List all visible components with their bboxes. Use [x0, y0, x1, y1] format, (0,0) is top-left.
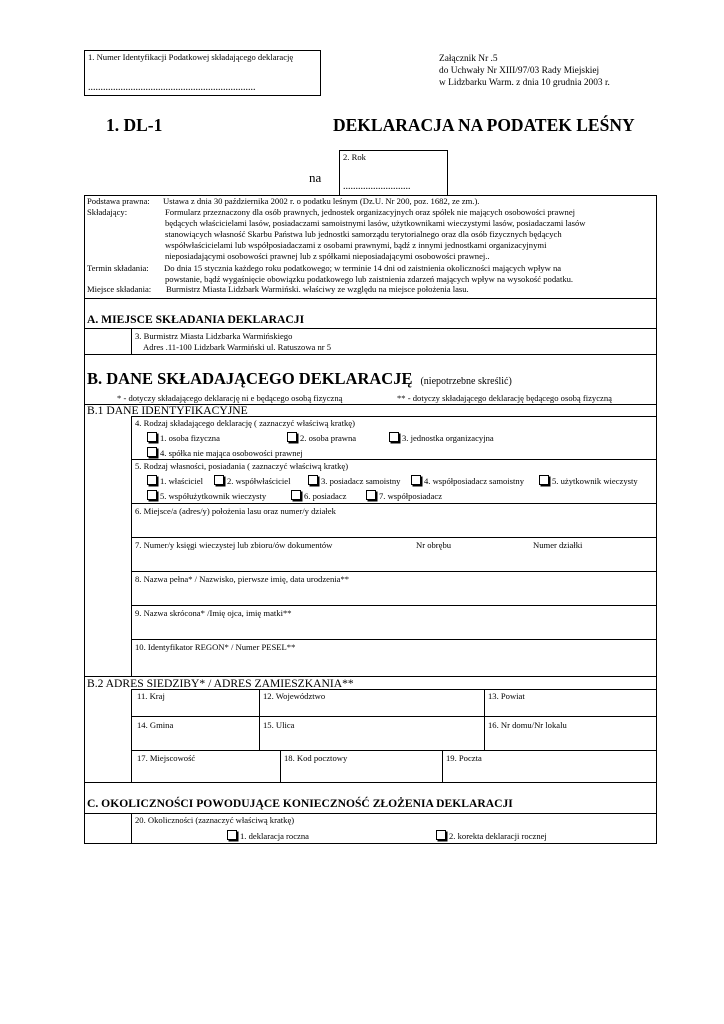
divider — [84, 782, 657, 783]
field-9-input[interactable] — [132, 619, 656, 639]
section-a-title: A. MIEJSCE SKŁADANIA DEKLARACJI — [87, 313, 305, 326]
checkbox-icon[interactable] — [147, 475, 157, 485]
field-6-input[interactable] — [132, 517, 656, 537]
termin-key: Termin składania: — [87, 263, 149, 273]
divider — [131, 537, 657, 538]
field-18-label: 18. Kod pocztowy — [284, 753, 348, 763]
skladajacy-line: Formularz przeznaczony dla osób prawnych, jednostek organizacyjnych oraz spółek nie mających osobowości prawnej — [165, 207, 576, 217]
field-16-label: 16. Nr domu/Nr lokalu — [488, 720, 567, 730]
legal-block — [87, 196, 655, 296]
divider — [259, 689, 260, 751]
nip-box — [84, 50, 321, 96]
skladajacy-line: będących właścicielami lasów, posiadaczami samoistnymi lasów, użytkownikami wieczystymi lasów, posiadaczami lasów — [165, 218, 586, 228]
divider — [131, 416, 657, 417]
divider — [131, 328, 132, 354]
option-jednostka-organizacyjna[interactable]: 3. jednostka organizacyjna — [389, 432, 494, 444]
field-13-label: 13. Powiat — [488, 691, 525, 701]
section-b-note-right: ** - dotyczy składającego deklarację będącego osobą fizyczną — [397, 393, 612, 403]
option-osoba-prawna[interactable]: 2. osoba prawna — [287, 432, 356, 444]
section-b-heading — [87, 369, 512, 389]
field-20-label: 20. Okoliczności (zaznaczyć właściwą kratkę) — [135, 815, 295, 825]
field-10-label: 10. Identyfikator REGON* / Numer PESEL** — [135, 642, 296, 652]
checkbox-icon[interactable] — [147, 432, 157, 442]
divider — [131, 689, 657, 690]
termin-line: powstanie, bądź wygaśnięcie obowiązku podatkowego lub zaistnienia zdarzeń mających wpływ na wysokość podatku. — [165, 274, 574, 284]
checkbox-icon[interactable] — [291, 490, 301, 500]
divider — [131, 459, 657, 460]
annex-note — [439, 53, 610, 89]
year-box — [339, 150, 448, 196]
field-10-input[interactable] — [132, 653, 656, 675]
option-wspolposiadacz-samoistny[interactable]: 4. współposiadacz samoistny — [411, 475, 524, 487]
section-b-title-note: (niepotrzebne skreślić) — [420, 376, 512, 387]
section-b-title: B. DANE SKŁADAJĄCEGO DEKLARACJĘ — [87, 369, 413, 388]
field-6-label: 6. Miejsce/a (adres/y) położenia lasu oraz numer/y działek — [135, 506, 336, 516]
divider — [131, 750, 657, 751]
field-9-label: 9. Nazwa skrócona* /Imię ojca, imię matki** — [135, 608, 292, 618]
option-uzytkownik-wieczysty[interactable]: 5. użytkownik wieczysty — [539, 475, 638, 487]
annex-line-3: w Lidzbarku Warm. z dnia 10 grudnia 2003 r. — [439, 78, 610, 88]
checkbox-icon[interactable] — [411, 475, 421, 485]
option-wlasciciel[interactable]: 1. właściciel — [147, 475, 203, 487]
checkbox-icon[interactable] — [539, 475, 549, 485]
option-wspolwlasciciel[interactable]: 2. współwłaściciel — [214, 475, 290, 487]
divider — [131, 639, 657, 640]
checkbox-icon[interactable] — [287, 432, 297, 442]
option-spolka[interactable]: 4. spółka nie mająca osobowości prawnej — [147, 447, 303, 459]
divider — [442, 750, 443, 782]
annex-line-1: Załącznik Nr .5 — [439, 54, 498, 64]
field-7-obreb: Nr obrębu — [416, 540, 452, 550]
nip-label: 1. Numer Identyfikacji Podatkowej składającego deklarację — [88, 52, 294, 62]
annex-line-2: do Uchwały Nr XIII/97/03 Rady Miejskiej — [439, 66, 600, 76]
form-title: DEKLARACJA NA PODATEK LEŚNY — [333, 115, 635, 135]
divider — [131, 503, 657, 504]
skladajacy-line: stanowiących własność Skarbu Państwa lub jednostki samorządu terytorialnego oraz dla osób fizycznych będących — [165, 229, 562, 239]
checkbox-icon[interactable] — [214, 475, 224, 485]
option-deklaracja-roczna[interactable]: 1. deklaracja roczna — [227, 830, 309, 842]
checkbox-icon[interactable] — [308, 475, 318, 485]
divider — [131, 716, 657, 717]
option-posiadacz[interactable]: 6. posiadacz — [291, 490, 346, 502]
podstawa-value: Ustawa z dnia 30 października 2002 r. o podatku leśnym (Dz.U. Nr 200, poz. 1682, ze zm.). — [163, 196, 480, 206]
field-15-label: 15. Ulica — [263, 720, 295, 730]
skladajacy-line: współwłaścicielami lub współposiadaczami z osobami prawnymi, bądź z innymi jednostkami organizacyjnymi — [165, 240, 547, 250]
divider — [84, 298, 657, 299]
year-label: 2. Rok — [343, 152, 366, 162]
miejsce-key: Miejsce składania: — [87, 284, 152, 294]
checkbox-icon[interactable] — [227, 830, 237, 840]
field-14-label: 14. Gmina — [137, 720, 174, 730]
termin-line: Do dnia 15 stycznia każdego roku podatkowego; w terminie 14 dni od zaistnienia okoliczności mających wpływ na — [164, 263, 562, 273]
checkbox-icon[interactable] — [389, 432, 399, 442]
checkbox-icon[interactable] — [147, 490, 157, 500]
skladajacy-line: nieposiadającymi osobowości prawnej lub z spółkami nieposiadającymi osobowości prawnej.. — [165, 251, 490, 261]
section-b-note-left: * - dotyczy składającego deklarację ni e będącego osobą fizyczną — [117, 393, 343, 403]
divider — [84, 354, 657, 355]
form-code: 1. DL-1 — [106, 115, 163, 135]
section-a-office: 3. Burmistrz Miasta Lidzbarka Warmińskiego — [135, 331, 293, 341]
option-osoba-fizyczna[interactable]: 1. osoba fizyczna — [147, 432, 220, 444]
divider — [280, 750, 281, 782]
year-input[interactable]: ........................... — [343, 181, 411, 192]
divider — [131, 571, 657, 572]
checkbox-icon[interactable] — [147, 447, 157, 457]
checkbox-icon[interactable] — [436, 830, 446, 840]
section-a-address: Adres .11-100 Lidzbark Warmiński ul. Ratuszowa nr 5 — [143, 342, 332, 352]
field-7-input[interactable] — [132, 551, 656, 571]
divider — [131, 605, 657, 606]
field-17-label: 17. Miejscowość — [137, 753, 196, 763]
field-5-label: 5. Rodzaj własności, posiadania ( zaznaczyć właściwą kratkę) — [135, 461, 349, 471]
field-7-label: 7. Numer/y księgi wieczystej lub zbioru/ów dokumentów — [135, 540, 333, 550]
field-11-label: 11. Kraj — [137, 691, 165, 701]
field-7-dzialki: Numer działki — [533, 540, 583, 550]
option-posiadacz-samoistny[interactable]: 3. posiadacz samoistny — [308, 475, 400, 487]
field-12-label: 12. Województwo — [263, 691, 326, 701]
miejsce-value: Burmistrz Miasta Lidzbark Warmiński. właściwy ze względu na miejsce położenia lasu. — [166, 284, 469, 294]
divider — [484, 689, 485, 751]
field-19-label: 19. Poczta — [446, 753, 482, 763]
skladajacy-key: Składający: — [87, 207, 128, 217]
checkbox-icon[interactable] — [366, 490, 376, 500]
divider — [131, 813, 132, 844]
podstawa-key: Podstawa prawna: — [87, 196, 150, 206]
option-korekta[interactable]: 2. korekta deklaracji rocznej — [436, 830, 547, 842]
divider — [131, 689, 132, 782]
option-wspoluzytkownik-wieczysty[interactable]: 5. współużytkownik wieczysty — [147, 490, 266, 502]
option-wspolposiadacz[interactable]: 7. współposiadacz — [366, 490, 442, 502]
section-c-title: C. OKOLICZNOŚCI POWODUJĄCE KONIECZNOŚĆ ZŁOŻENIA DEKLARACJI — [87, 797, 513, 810]
na-label: na — [309, 170, 322, 185]
field-8-input[interactable] — [132, 585, 656, 605]
divider — [84, 813, 657, 814]
b2-title: B.2 ADRES SIEDZIBY* / ADRES ZAMIESZKANIA** — [87, 677, 354, 690]
b1-title: B.1 DANE IDENTYFIKACYJNE — [87, 404, 248, 417]
nip-input[interactable]: ................................................................... — [88, 82, 256, 93]
field-4-label: 4. Rodzaj składającego deklarację ( zaznaczyć właściwą kratkę) — [135, 418, 355, 428]
field-8-label: 8. Nazwa pełna* / Nazwisko, pierwsze imię, data urodzenia** — [135, 574, 350, 584]
divider — [84, 328, 657, 329]
